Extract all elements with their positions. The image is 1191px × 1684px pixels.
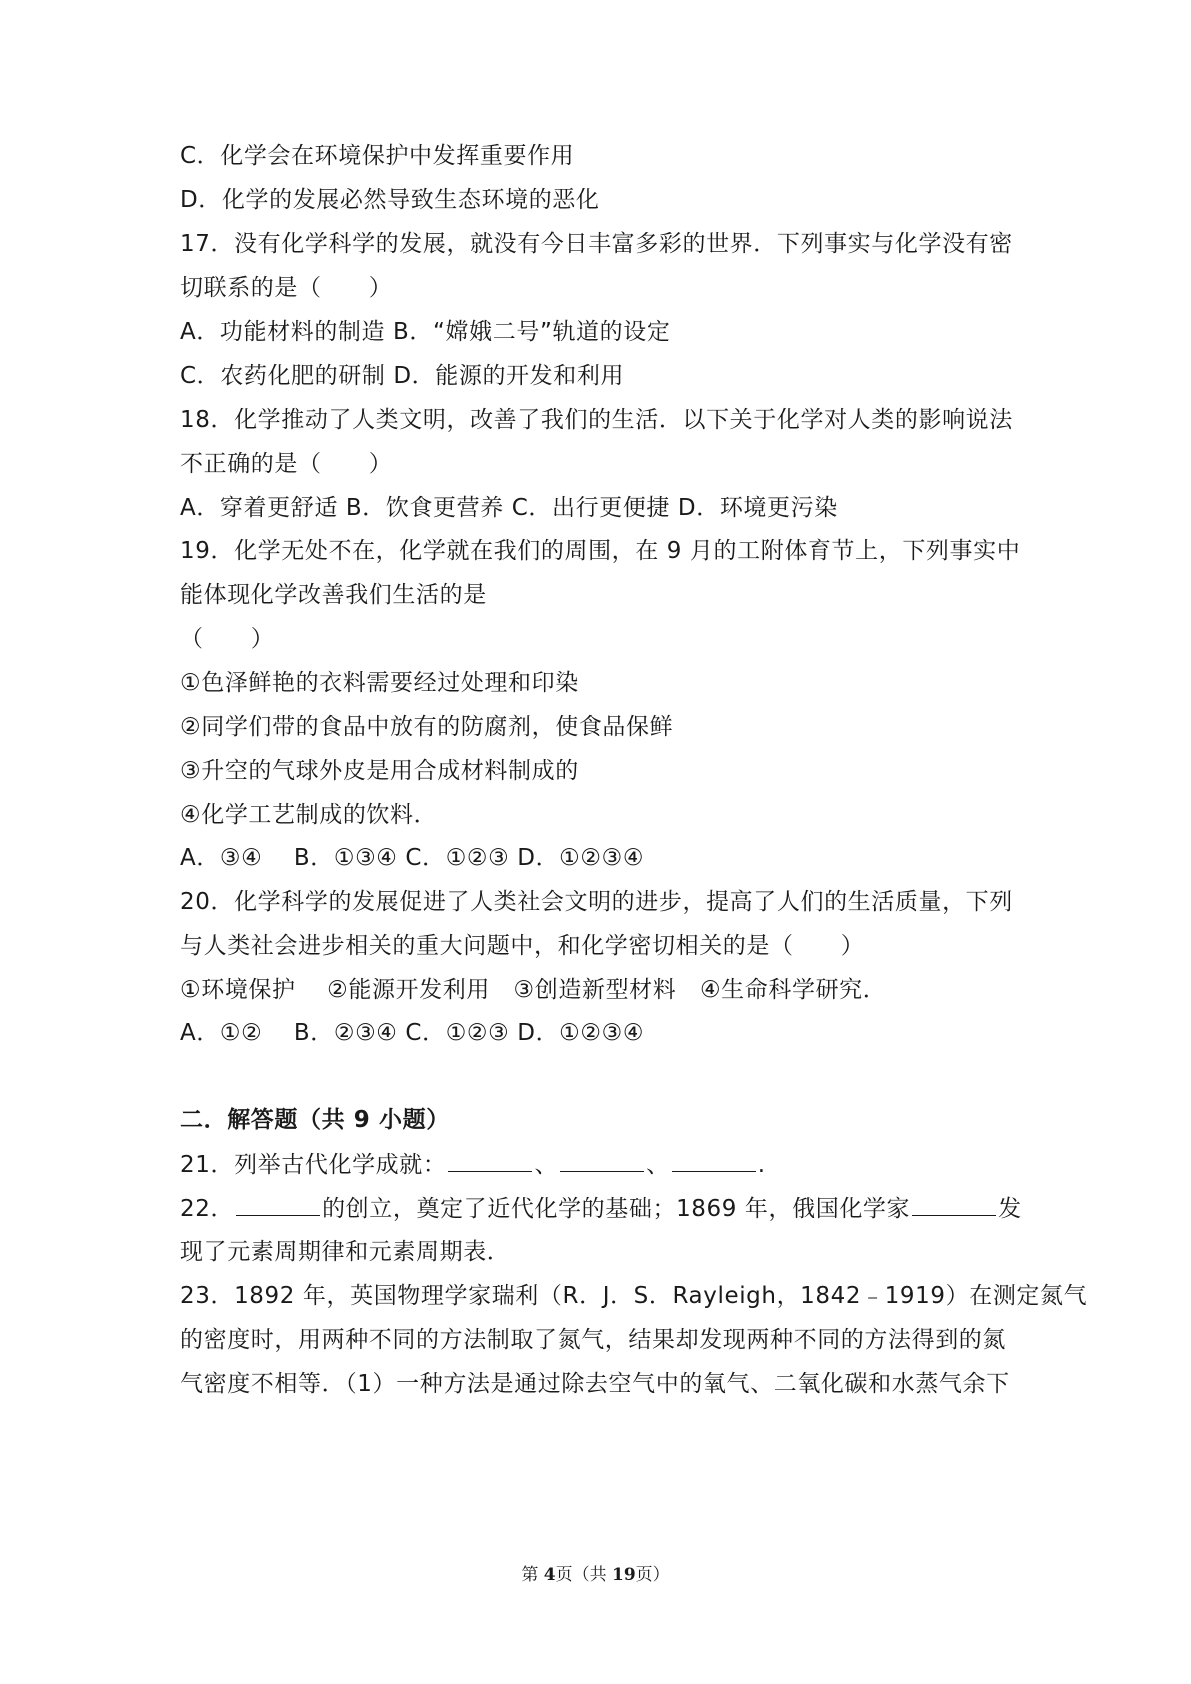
option-line: D．化学的发展必然导致生态环境的恶化 xyxy=(180,187,600,213)
statement-line: ④化学工艺制成的饮料． xyxy=(180,802,438,828)
question-text: 发 xyxy=(998,1196,1022,1222)
question-text: 的创立，奠定了近代化学的基础；1869 年，俄国化学家 xyxy=(322,1196,911,1222)
question-text: . xyxy=(757,1152,766,1178)
footer-text: 第 xyxy=(521,1565,544,1585)
question-17: 17．没有化学科学的发展，就没有今日丰富多彩的世界．下列事实与化学没有密 xyxy=(180,231,1013,257)
statement-line: ①环境保护 ②能源开发利用 ③创造新型材料 ④生命科学研究． xyxy=(180,977,887,1003)
question-19: 19．化学无处不在，化学就在我们的周围，在 9 月的工附体育节上，下列事实中 xyxy=(180,538,1021,564)
separator: 、 xyxy=(534,1152,559,1178)
footer-text: 页（共 xyxy=(555,1565,612,1585)
question-text: 21．列举古代化学成就： xyxy=(180,1152,447,1178)
statement-line: ③升空的气球外皮是用合成材料制成的 xyxy=(180,758,579,784)
question-text: 22． xyxy=(180,1196,235,1222)
option-line: C．农药化肥的研制 D．能源的开发和利用 xyxy=(180,363,625,389)
answer-blank xyxy=(560,1149,644,1172)
answer-blank xyxy=(672,1149,756,1172)
option-line: A．①② B．②③④ C．①②③ D．①②③④ xyxy=(180,1020,645,1046)
section-heading: 二．解答题（共 9 小题） xyxy=(180,1107,450,1133)
question-text-line: 气密度不相等．（1）一种方法是通过除去空气中的氧气、二氧化碳和水蒸气余下 xyxy=(180,1371,1010,1397)
option-line: A．功能材料的制造 B．“嫦娥二号”轨道的设定 xyxy=(180,319,671,345)
option-line: A．③④ B．①③④ C．①②③ D．①②③④ xyxy=(180,845,645,871)
answer-blank xyxy=(912,1193,996,1216)
question-text-line: 不正确的是（ ） xyxy=(180,451,393,477)
separator: 、 xyxy=(646,1152,670,1178)
question-23: 23．1892 年，英国物理学家瑞利（R．J．S．Rayleigh，1842﹣1919）在测定氮气 xyxy=(180,1283,1088,1309)
option-line: C．化学会在环境保护中发挥重要作用 xyxy=(180,143,575,169)
statement-line: ②同学们带的食品中放有的防腐剂，使食品保鲜 xyxy=(180,714,674,740)
page-number: 4 xyxy=(543,1565,556,1585)
footer-text: 页） xyxy=(635,1565,670,1585)
question-21 xyxy=(180,1149,1020,1180)
question-text-line: 切联系的是（ ） xyxy=(180,275,393,301)
page-footer xyxy=(0,1560,1191,1585)
question-text-line: 与人类社会进步相关的重大问题中，和化学密切相关的是（ ） xyxy=(180,933,865,959)
question-text-line: 的密度时，用两种不同的方法制取了氮气，结果却发现两种不同的方法得到的氮 xyxy=(180,1327,1006,1353)
answer-blank xyxy=(448,1149,532,1172)
option-line: A．穿着更舒适 B．饮食更营养 C．出行更便捷 D．环境更污染 xyxy=(180,495,838,521)
statement-line: ①色泽鲜艳的衣料需要经过处理和印染 xyxy=(180,670,579,696)
question-22 xyxy=(180,1193,1020,1224)
question-text-line: 能体现化学改善我们生活的是 xyxy=(180,582,487,608)
page-total: 19 xyxy=(611,1565,636,1585)
question-20: 20．化学科学的发展促进了人类社会文明的进步，提高了人们的生活质量，下列 xyxy=(180,889,1013,915)
answer-blank xyxy=(236,1193,320,1216)
question-text-line: （ ） xyxy=(180,626,275,652)
question-text-line: 现了元素周期律和元素周期表． xyxy=(180,1239,511,1265)
question-18: 18．化学推动了人类文明，改善了我们的生活．以下关于化学对人类的影响说法 xyxy=(180,407,1013,433)
